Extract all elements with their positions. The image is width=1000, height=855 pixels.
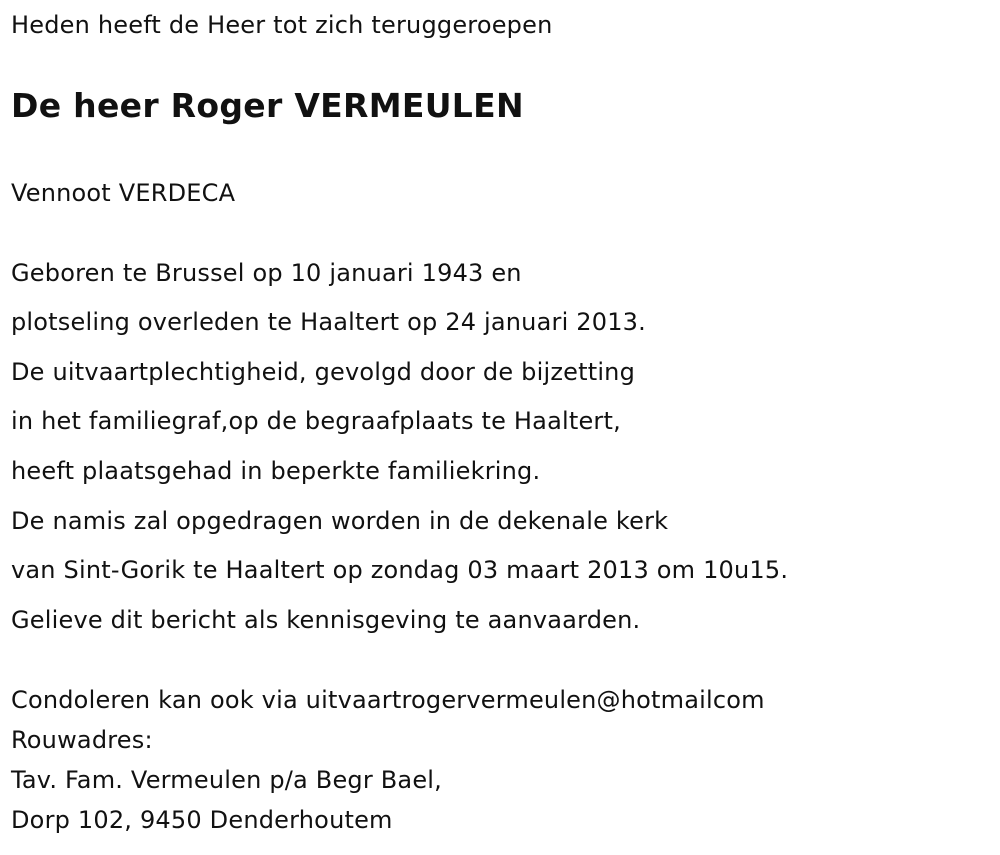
body-line: De namis zal opgedragen worden in de dekenale kerk [11,507,669,535]
body-line: Gelieve dit bericht als kennisgeving te aanvaarden. [11,606,641,634]
intro-text: Heden heeft de Heer tot zich teruggeroepen [11,11,553,39]
body-line: heeft plaatsgehad in beperkte familiekring. [11,457,541,485]
mourning-address-label: Rouwadres: [11,726,153,754]
body-line: De uitvaartplechtigheid, gevolgd door de bijzetting [11,358,636,386]
body-line: van Sint-Gorik te Haaltert op zondag 03 maart 2013 om 10u15. [11,556,789,584]
address-line: Tav. Fam. Vermeulen p/a Begr Bael, [11,766,442,794]
body-line: in het familiegraf,op de begraafplaats te Haaltert, [11,407,621,435]
address-line: Dorp 102, 9450 Denderhoutem [11,806,393,834]
body-line: plotseling overleden te Haaltert op 24 januari 2013. [11,308,646,336]
deceased-name-heading: De heer Roger VERMEULEN [11,86,524,125]
condolence-email-line: Condoleren kan ook via uitvaartrogervermeulen@hotmailcom [11,686,765,714]
role-text: Vennoot VERDECA [11,179,236,207]
body-line: Geboren te Brussel op 10 januari 1943 en [11,259,522,287]
